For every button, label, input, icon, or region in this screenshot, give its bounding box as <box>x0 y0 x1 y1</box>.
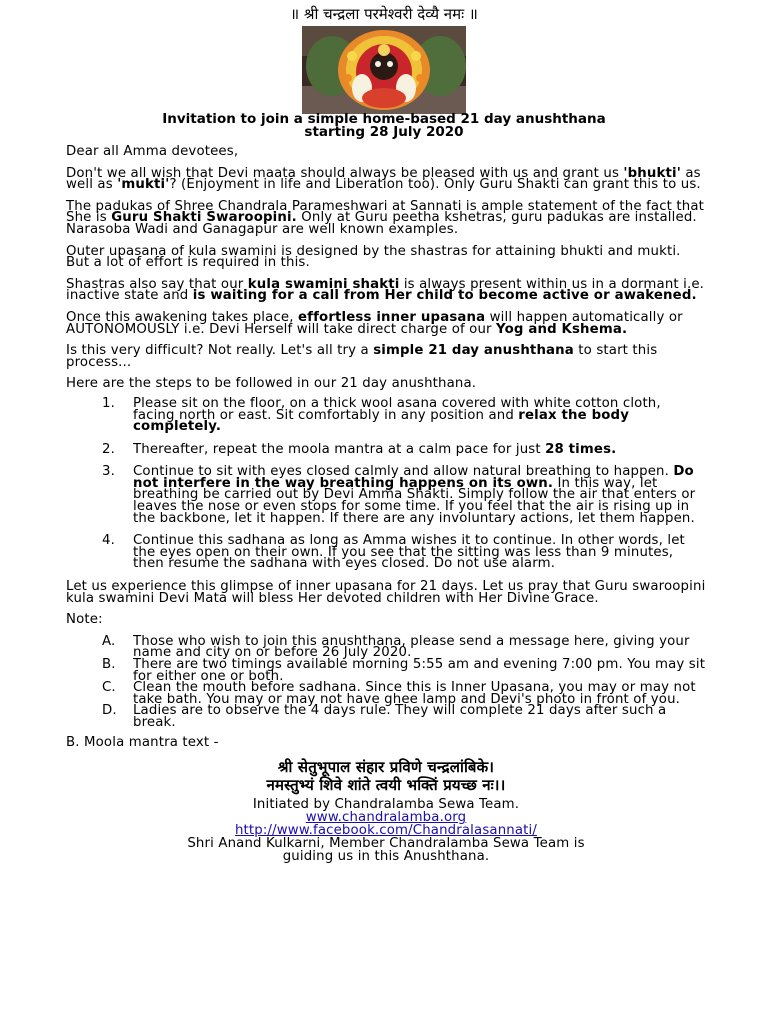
paragraph-4-bold-text: kula swamini shakti <box>247 276 400 292</box>
title-line-1: Invitation to join a simple home-based 21 day anushthana <box>162 111 606 127</box>
footer <box>66 798 706 863</box>
paragraph-1-bold-text: 'mukti' <box>117 177 170 193</box>
step-item <box>66 395 706 435</box>
paragraph-1 <box>66 165 706 193</box>
paragraph-4 <box>66 276 706 304</box>
paragraph-1-text: ? (Enjoyment in life and Liberation too). Only Guru Shakti can grant this to us. <box>169 177 701 193</box>
note-text: Clean the mouth before sadhana. Since this is Inner Upasana, you may or may not take bath. You may or may not have ghee lamp and Devi's photo in front of you. <box>133 680 696 707</box>
paragraph-1-text: as well as <box>66 165 701 193</box>
note-text: Ladies are to observe the 4 days rule. They will complete 21 days after such a break. <box>133 703 667 730</box>
step-number: 4. <box>102 533 115 549</box>
paragraph-4-text: Shastras also say that our <box>66 276 248 292</box>
note-letter: D. <box>102 703 117 719</box>
greeting: Dear all Amma devotees, <box>66 144 239 159</box>
paragraph-6 <box>66 345 706 368</box>
paragraph-2-bold-text: Guru Shakti Swaroopini. <box>111 210 297 226</box>
note-item <box>66 682 706 705</box>
note-letter: B. <box>102 657 116 672</box>
steps-list <box>66 395 706 572</box>
paragraph-5-bold-text: Yog and Kshema. <box>496 321 628 337</box>
moola-mantra <box>66 758 706 794</box>
paragraph-1-bold-text: 'bhukti' <box>623 165 681 181</box>
step-number: 1. <box>102 395 115 411</box>
facebook-link[interactable]: http://www.facebook.com/Chandralasannati/ <box>234 823 537 839</box>
paragraph-5-text: will happen automatically or AUTONOMOUSLY i.e. Devi Herself will take direct charge of our <box>66 309 683 337</box>
step-bold-text: 28 times. <box>545 441 617 457</box>
closing-paragraph: Let us experience this glimpse of inner upasana for 21 days. Let us pray that Guru swaroopini kula swamini Devi Mata will bless Her devoted children with Her Divine Grace. <box>66 579 706 606</box>
invitation-title <box>60 113 708 139</box>
paragraph-1-text: Don't we all wish that Devi maata should always be pleased with us and grant us <box>66 165 624 181</box>
title-line-2: starting 28 July 2020 <box>304 124 464 140</box>
paragraph-5-bold-text: effortless inner upasana <box>298 309 486 325</box>
step-text: Continue this sadhana as long as Amma wishes it to continue. In other words, let the eyes open on their own. If you see that the sitting was less than 9 minutes, then resume the sadhana with eyes closed. Do not use alarm. <box>133 533 685 572</box>
note-item <box>66 705 706 728</box>
note-letter: C. <box>102 680 116 696</box>
note-text: Those who wish to join this anushthana, please send a message here, giving your name and city on or before 26 July 2020. <box>133 633 690 661</box>
note-letter: A. <box>102 633 116 649</box>
paragraph-2-text: Only at Guru peetha kshetras, guru padukas are installed. Narasoba Wadi and Ganagapur are well known examples. <box>66 210 697 237</box>
mantra-line-1: श्री सेतुभूपाल संहार प्रविणे चन्द्रलांबिके। <box>277 758 495 777</box>
step-bold-text: Do not interfere in the way breathing happens on its own. <box>133 464 694 491</box>
step-item <box>66 466 706 524</box>
step-bold-text: relax the body completely. <box>133 407 630 435</box>
step-number: 2. <box>102 441 115 457</box>
deity-photo <box>302 26 466 114</box>
step-text: Continue to sit with eyes closed calmly and allow natural breathing to happen. <box>133 464 674 480</box>
step-number: 3. <box>102 464 115 480</box>
step-item <box>66 441 706 457</box>
paragraph-3 <box>66 243 706 271</box>
paragraph-4-text: is always present within us in a dormant i.e. inactive state and <box>66 276 705 304</box>
paragraph-3-text: Outer upasana of kula swamini is designed by the shastras for attaining bhukti and mukti. But a lot of effort is required in this. <box>66 243 681 271</box>
invocation-header: ॥ श्री चन्द्रला परमेश्वरी देव्यै नमः ॥ <box>290 5 478 23</box>
step-text: In this way, let breathing be carried out by Devi Amma Shakti. Simply follow the air that enters or leaves the nose or even stops for some time. If you feel that the air is rising up in the backbone, let it happen. If there are any involuntary actions, let them happen. <box>133 475 696 526</box>
letter-body <box>66 146 706 863</box>
paragraph-6-text: Is this very difficult? Not really. Let's all try a <box>66 343 374 359</box>
notes-list <box>66 633 706 730</box>
paragraph-2 <box>66 198 706 237</box>
mantra-label: B. Moola mantra text - <box>66 734 219 750</box>
paragraph-6-text: to start this process... <box>66 343 658 370</box>
guide-line-1: Shri Anand Kulkarni, Member Chandralamba Sewa Team is <box>187 836 585 852</box>
note-item <box>66 659 706 682</box>
mantra-line-2: नमस्तुभ्यं शिवे शांते त्वयी भक्तिं प्रयच्छ नः।। <box>266 776 506 795</box>
paragraph-6-bold-text: simple 21 day anushthana <box>373 343 574 359</box>
step-item <box>66 535 706 570</box>
website-link[interactable]: www.chandralamba.org <box>305 810 467 826</box>
step-text: Thereafter, repeat the moola mantra at a calm pace for just <box>133 441 546 457</box>
initiated-by: Initiated by Chandralamba Sewa Team. <box>252 797 520 813</box>
steps-intro: Here are the steps to be followed in our 21 day anushthana. <box>66 376 477 392</box>
step-text: Please sit on the floor, on a thick wool asana covered with white cotton cloth, facing north or east. Sit comfortably in any position and <box>133 395 661 423</box>
paragraph-2-text: The padukas of Shree Chandrala Parameshwari at Sannati is ample statement of the fact that She is <box>66 198 705 226</box>
guide-line-2: guiding us in this Anushthana. <box>282 849 490 865</box>
note-item <box>66 633 706 661</box>
paragraph-5-text: Once this awakening takes place, <box>66 309 298 325</box>
note-text: There are two timings available morning 5:55 am and evening 7:00 pm. You may sit for either one or both. <box>133 657 706 684</box>
paragraph-4-bold-text: is waiting for a call from Her child to become active or awakened. <box>192 288 697 304</box>
paragraph-5 <box>66 309 706 337</box>
note-label: Note: <box>66 612 103 628</box>
